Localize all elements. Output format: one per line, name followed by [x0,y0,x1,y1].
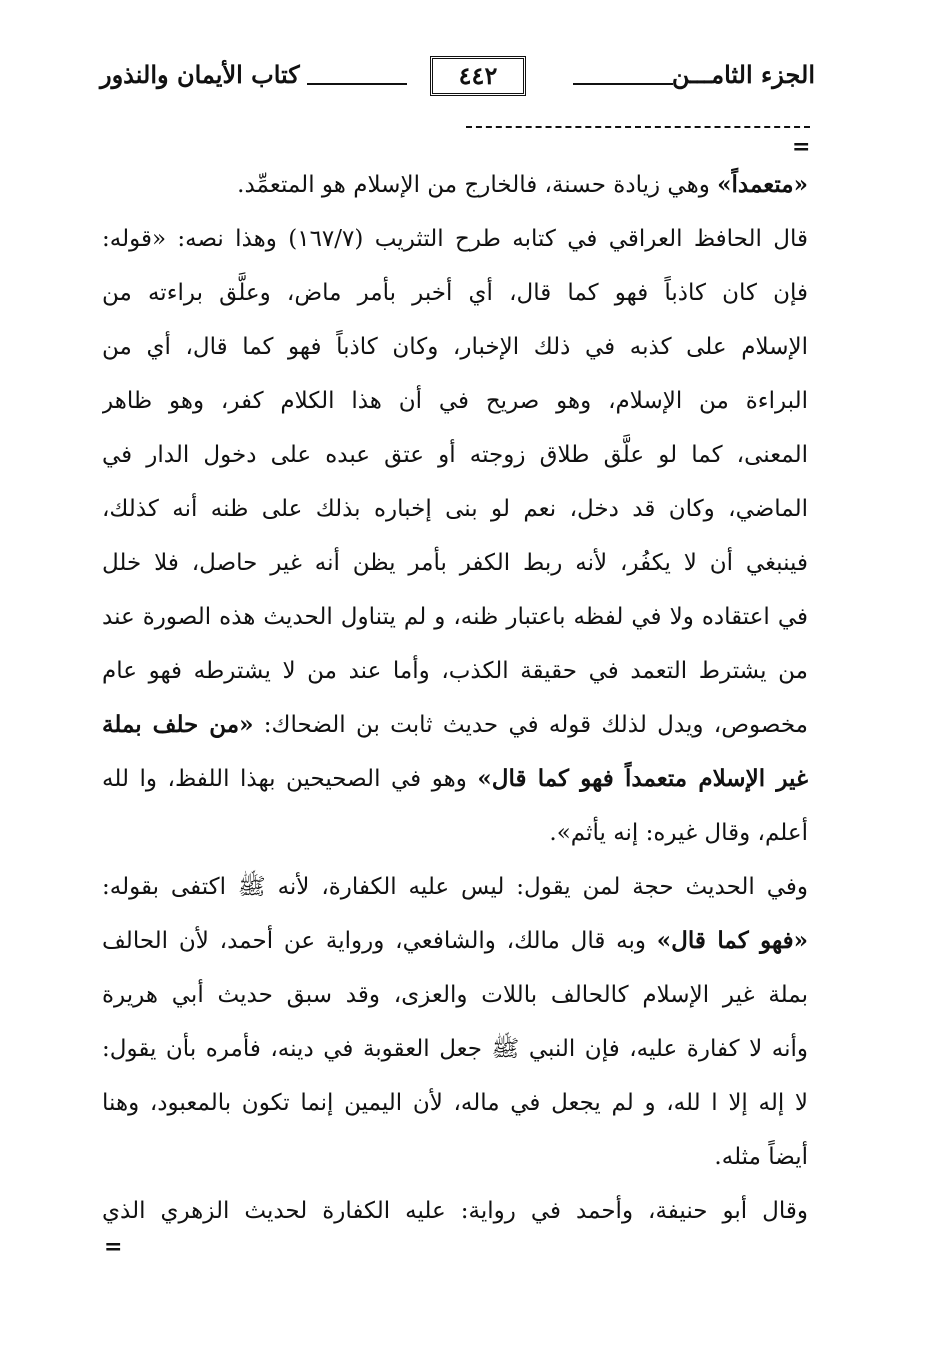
text-line [102,968,808,1022]
text-line [102,1076,808,1130]
line-text: في اعتقاده ولا في لفظه باعتبار ظنه، و لم يتناول الحديث هذه الصورة عند [102,604,808,630]
line-text: الماضي، وكان قد دخل، نعم لو بنى إخباره بذلك على ظنه أنه كذلك، [102,496,808,522]
line-text: أعلم، وقال غيره: إنه يأثم». [549,820,808,846]
line-bold-quote: «من حلف بملة [102,711,254,738]
line-text: بملة غير الإسلام كالحالف باللات والعزى، وقد سبق حديث أبي هريرة [102,982,808,1008]
line-text: أيضاً مثله. [714,1144,808,1170]
text-line [102,482,808,536]
line-text: وهي زيادة حسنة، فالخارج من الإسلام هو المتعمِّد. [237,172,718,198]
header-rule-left [307,83,407,85]
line-text: مخصوص، ويدل لذلك قوله في حديث ثابت بن الضحاك: [253,712,808,738]
line-text: وبه قال مالك، والشافعي، ورواية عن أحمد، لأن الحالف [102,928,657,954]
text-line [102,752,808,806]
line-bold-quote: «متعمداً» [717,171,808,198]
header-book-title: كتاب الأيمان والنذور [100,60,300,89]
line-text: وأنه لا كفارة عليه، فإن النبي ﷺ جعل العقوبة في دينه، فأمره بأن يقول: [102,1036,808,1062]
line-text: قال الحافظ العراقي في كتابه طرح التثريب (١٦٧/٧) وهذا نصه: «قوله: [102,226,808,252]
text-line [102,266,808,320]
line-text: فإن كان كاذباً فهو كما قال، أي أخبر بأمر ماض، وعلَّق براءته من [102,280,808,306]
header-dashed-rule [466,126,810,128]
line-bold-quote: غير الإسلام متعمداً فهو كما قال» [477,765,808,792]
line-text: المعنى، كما لو علَّق طلاق زوجته أو عتق عبده على دخول الدار في [102,442,808,468]
header-part-title: الجزء الثامـــن [671,60,815,89]
line-text: لا إله إلا ا لله، و لم يجعل في ماله، لأن اليمين إنما تكون بالمعبود، وهنا [102,1090,808,1116]
line-text: من يشترط التعمد في حقيقة الكذب، وأما عند من لا يشترطه فهو عام [102,658,808,684]
text-line [102,590,808,644]
text-line [102,644,808,698]
text-line [102,698,808,752]
line-text: الإسلام على كذبه في ذلك الإخبار، وكان كاذباً فهو كما قال، أي من [102,334,808,360]
text-line [102,158,808,212]
text-line [102,374,808,428]
text-line [102,428,808,482]
line-text: وقال أبو حنيفة، وأحمد في رواية: عليه الكفارة لحديث الزهري الذي [102,1198,808,1224]
line-bold-quote: «فهو كما قال» [656,927,808,954]
line-text: وفي الحديث حجة لمن يقول: ليس عليه الكفارة، لأنه ﷺ اكتفى بقوله: [102,874,808,900]
page-number: ٤٤٢ [430,56,526,96]
text-line [102,806,808,860]
text-line [102,1184,808,1238]
continuation-mark-bottom: = [104,1234,123,1260]
line-text: فينبغي أن لا يكفُر، لأنه ربط الكفر بأمر يظن أنه غير حاصل، فلا خلل [102,550,808,576]
text-line [102,212,808,266]
continuation-mark-top: = [792,134,811,160]
running-header [100,52,815,102]
text-line [102,860,808,914]
text-line [102,320,808,374]
header-rule-right [573,83,673,85]
text-line [102,1130,808,1184]
text-line [102,536,808,590]
text-line [102,914,808,968]
body-text [102,158,808,1238]
line-text: وهو في الصحيحين بهذا اللفظ، وا لله [102,766,478,792]
text-line [102,1022,808,1076]
line-text: البراءة من الإسلام، وهو صريح في أن هذا الكلام كفر، وهو ظاهر [102,388,808,414]
